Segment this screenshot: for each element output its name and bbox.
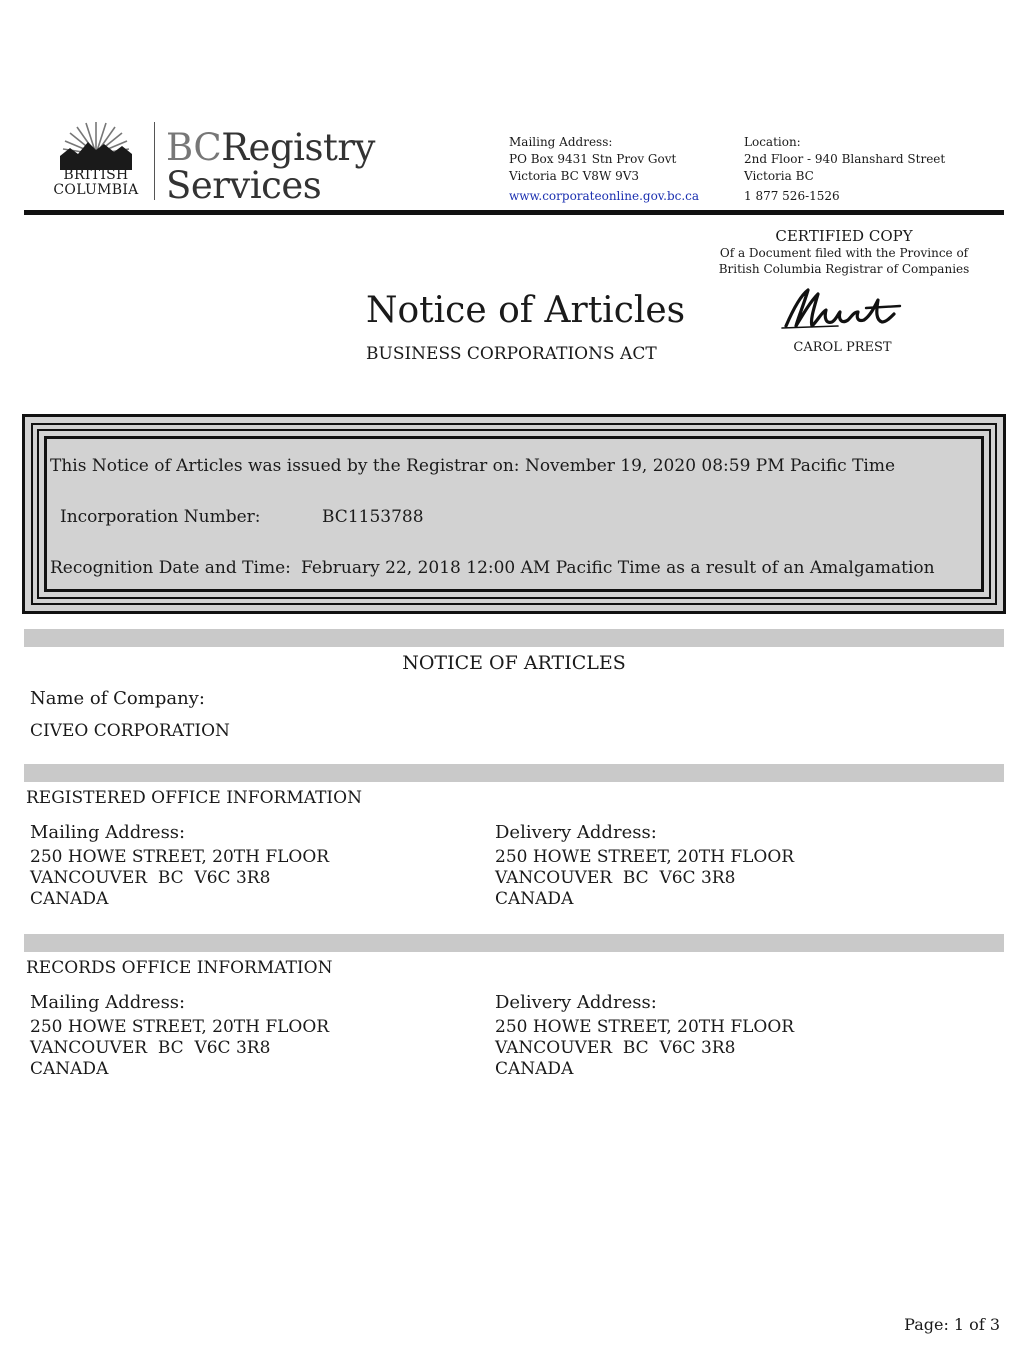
address-line: VANCOUVER BC V6C 3R8 — [30, 1038, 271, 1058]
recognition-label: Recognition Date and Time: — [50, 558, 291, 578]
location-label: Location: — [744, 135, 801, 149]
notice-heading: NOTICE OF ARTICLES — [402, 652, 626, 674]
signature-icon — [778, 282, 903, 334]
address-line: 250 HOWE STREET, 20TH FLOOR — [495, 1017, 795, 1037]
address-line: VANCOUVER BC V6C 3R8 — [495, 868, 736, 888]
certified-copy-block — [700, 227, 988, 277]
mailing-line1: PO Box 9431 Stn Prov Govt — [509, 152, 677, 166]
brand-registry: Registry — [221, 126, 375, 169]
records-delivery-label: Delivery Address: — [495, 992, 657, 1013]
bc-sun-logo-icon — [60, 120, 132, 170]
address-line: 250 HOWE STREET, 20TH FLOOR — [30, 847, 330, 867]
logo-divider — [154, 122, 155, 200]
address-line: VANCOUVER BC V6C 3R8 — [495, 1038, 736, 1058]
address-line: CANADA — [495, 889, 574, 909]
address-line: 250 HOWE STREET, 20TH FLOOR — [30, 1017, 330, 1037]
address-line: CANADA — [495, 1059, 574, 1079]
section-bar — [24, 764, 1004, 782]
section-bar — [24, 629, 1004, 647]
registered-mailing-label: Mailing Address: — [30, 822, 186, 843]
registered-delivery-label: Delivery Address: — [495, 822, 657, 843]
location-line2: Victoria BC — [744, 169, 814, 183]
document-title: Notice of Articles — [366, 290, 686, 331]
address-line: CANADA — [30, 889, 109, 909]
incorporation-number: BC1153788 — [322, 507, 424, 527]
address-line: CANADA — [30, 1059, 109, 1079]
location-block — [744, 134, 945, 205]
company-name: CIVEO CORPORATION — [30, 721, 230, 741]
issued-statement: This Notice of Articles was issued by the Registrar on: November 19, 2020 08:59 PM Pacific Time — [50, 456, 896, 476]
brand-line1 — [166, 128, 375, 168]
registered-delivery-address — [495, 847, 794, 910]
document-subtitle: BUSINESS CORPORATIONS ACT — [366, 344, 657, 364]
brand-services: Services — [166, 164, 322, 207]
mailing-address-block — [509, 134, 699, 205]
location-line1: 2nd Floor - 940 Blanshard Street — [744, 152, 946, 166]
certified-line1: Of a Document filed with the Province of — [719, 246, 969, 260]
registered-mailing-address — [30, 847, 329, 910]
website-link[interactable]: www.corporateonline.gov.bc.ca — [509, 189, 700, 203]
incorporation-label: Incorporation Number: — [60, 507, 261, 527]
recognition-value: February 22, 2018 12:00 AM Pacific Time as a result of an Amalgamation — [301, 558, 935, 578]
certified-title: CERTIFIED COPY — [775, 227, 913, 245]
certified-line2: British Columbia Registrar of Companies — [718, 262, 970, 276]
address-line: 250 HOWE STREET, 20TH FLOOR — [495, 847, 795, 867]
phone-number: 1 877 526-1526 — [744, 189, 840, 203]
brand-bc: BC — [166, 126, 222, 169]
logo-province-line2: COLUMBIA — [53, 182, 139, 198]
logo-province-name — [48, 168, 144, 198]
records-office-heading: RECORDS OFFICE INFORMATION — [26, 958, 333, 978]
section-bar — [24, 934, 1004, 952]
records-mailing-label: Mailing Address: — [30, 992, 186, 1013]
logo-province-line1: BRITISH — [63, 167, 129, 183]
mailing-line2: Victoria BC V8W 9V3 — [509, 169, 640, 183]
registered-office-heading: REGISTERED OFFICE INFORMATION — [26, 788, 362, 808]
mailing-label: Mailing Address: — [509, 135, 613, 149]
header-rule — [24, 210, 1004, 215]
company-name-label: Name of Company: — [30, 688, 205, 709]
records-delivery-address — [495, 1017, 794, 1080]
signer-name: CAROL PREST — [793, 340, 892, 355]
address-line: VANCOUVER BC V6C 3R8 — [30, 868, 271, 888]
records-mailing-address — [30, 1017, 329, 1080]
page-number: Page: 1 of 3 — [904, 1315, 1000, 1334]
